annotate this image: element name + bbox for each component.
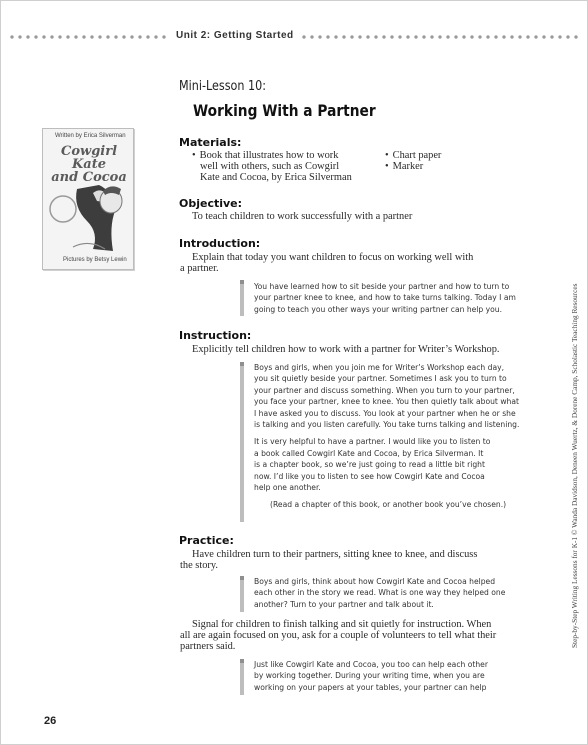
practice-quote-line: another? Turn to your partner and talk about it. [254, 599, 434, 609]
introduction-quote-line: You have learned how to sit beside your partner and how to turn to [254, 282, 510, 291]
instruction-quote-line: a book called Cowgirl Kate and Cocoa, by Erica Silverman. It [254, 448, 484, 458]
practice-quote [254, 576, 534, 610]
practice-quote-bar [240, 576, 244, 612]
practice-heading: Practice: [179, 534, 234, 547]
instruction-quote-line: is talking and you listen carefully. You take turns talking and listening. [254, 420, 520, 430]
introduction-quote-line: your partner knee to knee, and how to take turns talking. Today I am [254, 293, 516, 303]
header-dots-right [300, 34, 580, 40]
header-dots-left [8, 34, 168, 40]
practice-quote-line: Boys and girls, think about how Cowgirl Kate and Cocoa helped [254, 577, 496, 586]
instruction-quote-line: help one another. [254, 483, 321, 493]
unit-prefix: Unit 2: [176, 30, 214, 41]
instruction-line1: Explicitly tell children how to work with a partner for Writer’s Workshop. [192, 344, 500, 355]
instruction-heading: Instruction: [179, 329, 252, 342]
page-number: 26 [44, 715, 57, 727]
practice-signal-line1: Signal for children to finish talking and sit quietly for instruction. When [192, 619, 492, 630]
introduction-quote-line: going to teach you other ways your writing partner can help you. [254, 304, 503, 314]
instruction-quote-line: now. I’d like you to listen to see how Cowgirl Kate and Cocoa [254, 471, 485, 481]
instruction-aside: (Read a chapter of this book, or another book you’ve chosen.) [270, 500, 507, 510]
materials-item-1-line1: • Book that illustrates how to work [192, 150, 338, 162]
introduction-quote-bar [240, 280, 244, 316]
cover-title-line1: Cowgirl Kate [60, 144, 118, 172]
introduction-line1: Explain that today you want children to focus on working well with [192, 252, 474, 263]
instruction-quote-bar [240, 362, 244, 522]
materials-item-marker: • Marker [385, 161, 423, 173]
materials-item-1-line2: well with others, such as Cowgirl [200, 161, 340, 172]
lesson-title: Working With a Partner [193, 101, 376, 120]
introduction-quote [254, 281, 534, 315]
instruction-quote-line: is a chapter book, so we’re just going to read a little bit right [254, 460, 485, 470]
instruction-quote-line: It is very helpful to have a partner. I would like you to listen to [254, 437, 491, 447]
practice-quote2-line: Just like Cowgirl Kate and Cocoa, you too can help each other [254, 660, 488, 669]
unit-title [176, 30, 294, 41]
unit-name: Getting Started [213, 30, 294, 41]
practice-quote2-line: working on your papers at your tables, your partner can help [254, 682, 487, 692]
objective-heading: Objective: [179, 197, 243, 210]
practice-quote-line: each other in the story we read. What is one way they helped one [254, 588, 506, 598]
instruction-quote-line: your partner and discuss something. When you turn to your partner, [254, 385, 515, 395]
introduction-heading: Introduction: [179, 237, 261, 250]
cover-illustrator: Pictures by Betsy Lewin [63, 257, 127, 263]
cover-title-line2: and Cocoa [51, 170, 127, 185]
practice-line1: Have children turn to their partners, sitting knee to knee, and discuss [192, 549, 478, 560]
book-cover [42, 128, 134, 270]
practice-signal-line3: partners said. [180, 641, 236, 652]
cover-title [49, 145, 129, 184]
unit-header [0, 31, 588, 43]
instruction-quote [254, 362, 534, 511]
practice-line2: the story. [180, 560, 218, 571]
lesson-eyebrow: Mini-Lesson 10: [179, 79, 267, 94]
instruction-quote-line: you face your partner, knee to knee. You then quietly talk about what [254, 397, 519, 407]
side-credit: Step-by-Step Writing Lessons for K-1 © Wanda Davidson, Deneen Wuertz, & Dorene Camp, Scholastic Teaching Resources [570, 283, 579, 648]
instruction-quote-line: Boys and girls, when you join me for Writer’s Workshop each day, [254, 363, 505, 372]
objective-text: To teach children to work successfully with a partner [192, 211, 413, 222]
materials-heading: Materials: [179, 136, 242, 149]
instruction-quote-line: I have asked you to discuss. You look at your partner when he or she [254, 408, 516, 418]
practice-quote2-bar [240, 659, 244, 695]
instruction-quote-line: you sit quietly beside your partner. Sometimes I ask you to turn to [254, 374, 507, 384]
practice-quote2-line: by working together. During your writing time, when you are [254, 671, 485, 681]
cover-author: Written by Erica Silverman [55, 133, 126, 139]
practice-quote2 [254, 659, 534, 693]
materials-item-chart-paper: • Chart paper [385, 150, 441, 162]
introduction-line2: a partner. [180, 263, 219, 274]
practice-signal-line2: all are again focused on you, ask for a couple of volunteers to tell what their [180, 630, 497, 641]
materials-item-1-line3: Kate and Cocoa, by Erica Silverman [200, 172, 352, 183]
